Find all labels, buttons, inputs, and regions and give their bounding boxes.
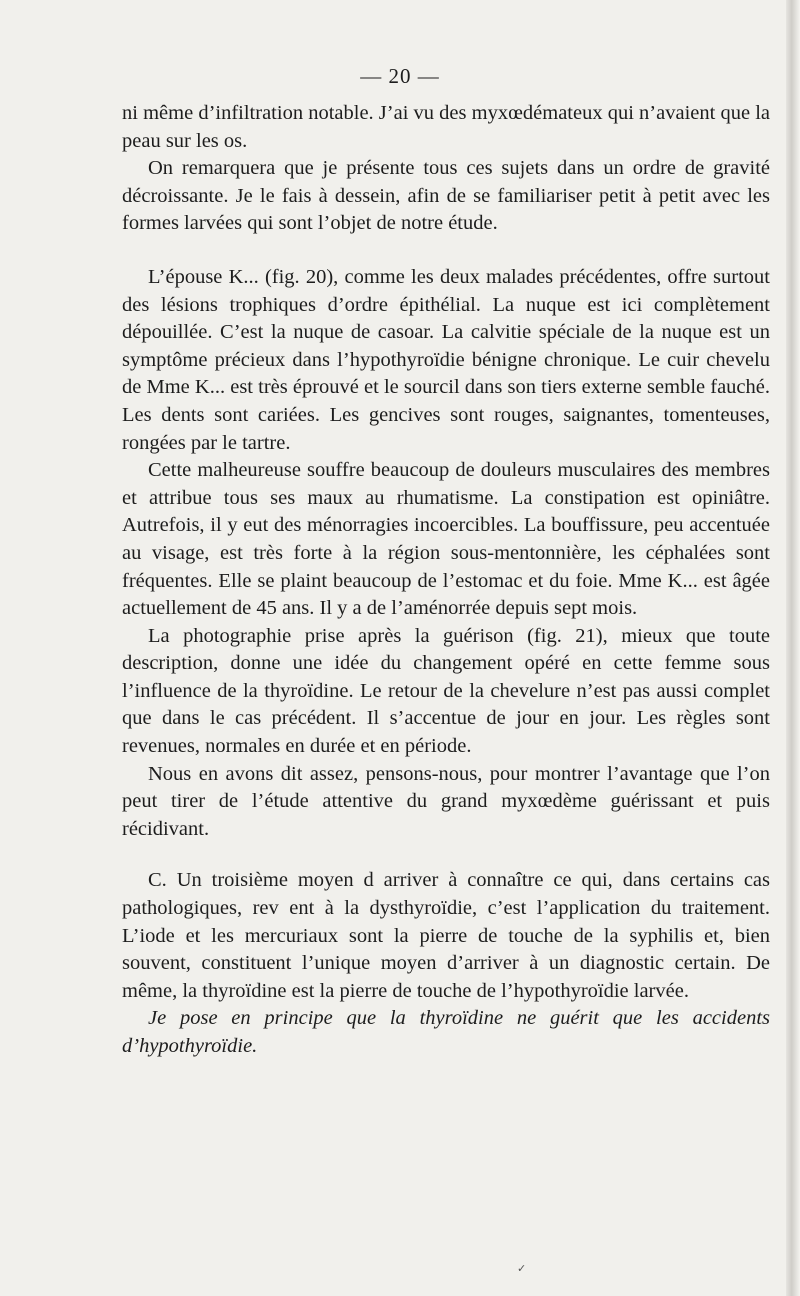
paragraph-3: L’épouse K... (fig. 20), comme les deux malades précédentes, offre surtout des lésions trophiques d’ordre épithélial. La nuque est ici complètement dépouillée. C’est la nuque de casoar. La calvitie spéciale de la nuque est un symptôme précieux dans l’hypothyroïdie bénigne chronique. Le cuir chevelu de Mme K... est très éprouvé et le sourcil dans son tiers externe semble fauché. Les dents sont cariées. Les gencives sont rouges, saignantes, tomenteuses, rongées par le tartre. — [122, 265, 770, 454]
page-number: — 20 — — [360, 64, 440, 88]
page-edge-shadow — [786, 0, 800, 1296]
paragraph-7: C. Un troisième moyen d arriver à connaître ce qui, dans certains cas pathologiques, rev ent à la dysthyroïdie, c’est l’application du traitement. L’iode et les mercuriaux sont la pierre de touche de la syphilis et, bien souvent, constituent l’unique moyen d’arriver à un diagnostic certain. De même, la thyroïdine est la pierre de touche de l’hypothyroïdie larvée. — [122, 869, 770, 1002]
paragraph-6: Nous en avons dit assez, pensons-nous, pour montrer l’avantage que l’on peut tirer de l’étude attentive du grand myxœdème guérissant et puis récidivant. — [122, 762, 770, 840]
paragraph-4: Cette malheureuse souffre beaucoup de douleurs musculaires des membres et attribue tous ses maux au rhumatisme. La constipation est opiniâtre. Autrefois, il y eut des ménorragies incoercibles. La bouffissure, peu accentuée au visage, est très forte à la région sous-mentonnière, les céphalées sont fréquentes. Elle se plaint beaucoup de l’estomac et du foie. Mme K... est âgée actuellement de 45 ans. Il y a de l’aménorrée depuis sept mois. — [122, 459, 770, 620]
body-text — [122, 100, 770, 1061]
paragraph-1: ni même d’infiltration notable. J’ai vu des myxœdémateux qui n’avaient que la peau sur les os. — [122, 102, 770, 152]
stray-mark: ✓ — [517, 1263, 527, 1275]
paragraph-2: On remarquera que je présente tous ces sujets dans un ordre de gravité décroissante. Je le fais à dessein, afin de se familiariser petit à petit avec les formes larvées qui sont l’objet de notre étude. — [122, 157, 770, 235]
paragraph-8: Je pose en principe que la thyroïdine ne guérit que les accidents d’hypothyroïdie. — [122, 1007, 770, 1057]
paragraph-5: La photographie prise après la guérison (fig. 21), mieux que toute description, donne une idée du changement opéré en cette femme sous l’influence de la thyroïdine. Le retour de la chevelure n’est pas aussi complet que dans le cas précédent. Il s’accentue de jour en jour. Les règles sont revenues, normales en durée et en période. — [122, 624, 770, 758]
